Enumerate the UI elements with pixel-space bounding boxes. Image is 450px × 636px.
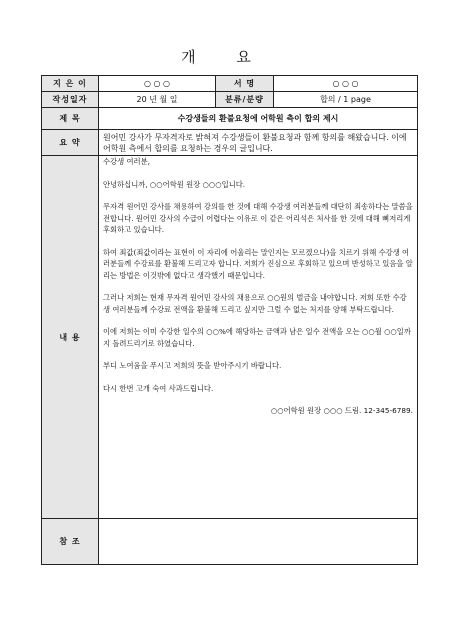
- date-row: [42, 92, 418, 108]
- summary-value: 원어민 강사가 무자격자로 밝혀져 수강생들이 환불요청과 함께 항의를 해왔습니다. 이에 어학원 측에서 합의를 요청하는 경우의 글입니다.: [99, 130, 418, 156]
- subject-value: 수강생들의 환불요청에 어학원 측이 합의 제시: [99, 108, 418, 130]
- content-paragraph: 안녕하십니까, ○○어학원 원장 ○○○입니다.: [103, 179, 246, 189]
- summary-form: [41, 75, 418, 565]
- content-paragraph: 이에 저희는 이미 수강한 일수의 ○○%에 해당하는 금액과 남은 일수 전액을 오는 ○○월 ○○일까지 돌려드리기로 하였습니다.: [103, 327, 411, 348]
- author-row: [42, 76, 418, 92]
- reference-label: 참 조: [42, 519, 99, 565]
- content-paragraph: 그러나 저희는 현재 무자격 원어민 강사의 채용으로 ○○원의 벌금을 내야합니다. 저희 또한 수강생 여러분들께 수강료 전액을 환불해 드리고 싶지만 그럴 수 없는 처지를 양해 부탁드립니다.: [103, 293, 407, 314]
- author-value: ○ ○ ○: [99, 76, 216, 92]
- signature-value: ○ ○ ○: [274, 76, 418, 92]
- subject-row: [42, 108, 418, 130]
- date-value: 20 년 월 일: [99, 92, 216, 108]
- content-label: 내 용: [42, 156, 99, 519]
- document-title: 개 요: [181, 48, 269, 66]
- reference-value: [99, 519, 418, 565]
- content-paragraph: 무자격 원어민 강사를 채용하여 강의를 한 것에 대해 수강생 여러분들께 대단히 죄송하다는 말씀을 전합니다. 원어민 강사의 수급이 어렵다는 이유로 이 같은 어리석은 처사를 한 것에 대해 뼈저리게 후회하고 있습니다.: [103, 202, 413, 234]
- date-label: 작성일자: [42, 92, 99, 108]
- content-row: [42, 156, 418, 519]
- content-paragraph: 다시 한번 고개 숙여 사과드립니다.: [103, 383, 214, 393]
- category-value: 합의 / 1 page: [274, 92, 418, 108]
- content-paragraph: 수강생 여러분,: [103, 157, 150, 166]
- content-body: [99, 156, 418, 519]
- category-label: 분류/분량: [216, 92, 274, 108]
- subject-label: 제 목: [42, 108, 99, 130]
- content-paragraph: 하여 죄값(죄값이라는 표현이 이 자리에 어울리는 말인지는 모르겠으나)을 치르기 위해 수강생 여러분들께 수강료를 환불해 드리고자 합니다. 저희가 진심으로 후회하고 있으며 반성하고 있음을 알리는 방법은 이것밖에 없다고 생각했기 때문입니다.: [103, 247, 413, 280]
- signature-label: 서 명: [216, 76, 274, 92]
- summary-row: [42, 130, 418, 156]
- sign-line: ○○어학원 원장 ○○○ 드림. 12-345-6789.: [270, 406, 413, 415]
- summary-label: 요 약: [42, 130, 99, 156]
- reference-row: [42, 519, 418, 565]
- author-label: 지 은 이: [42, 76, 99, 92]
- content-paragraph: 부디 노여움을 푸시고 저희의 뜻을 받아주시기 바랍니다.: [103, 361, 282, 370]
